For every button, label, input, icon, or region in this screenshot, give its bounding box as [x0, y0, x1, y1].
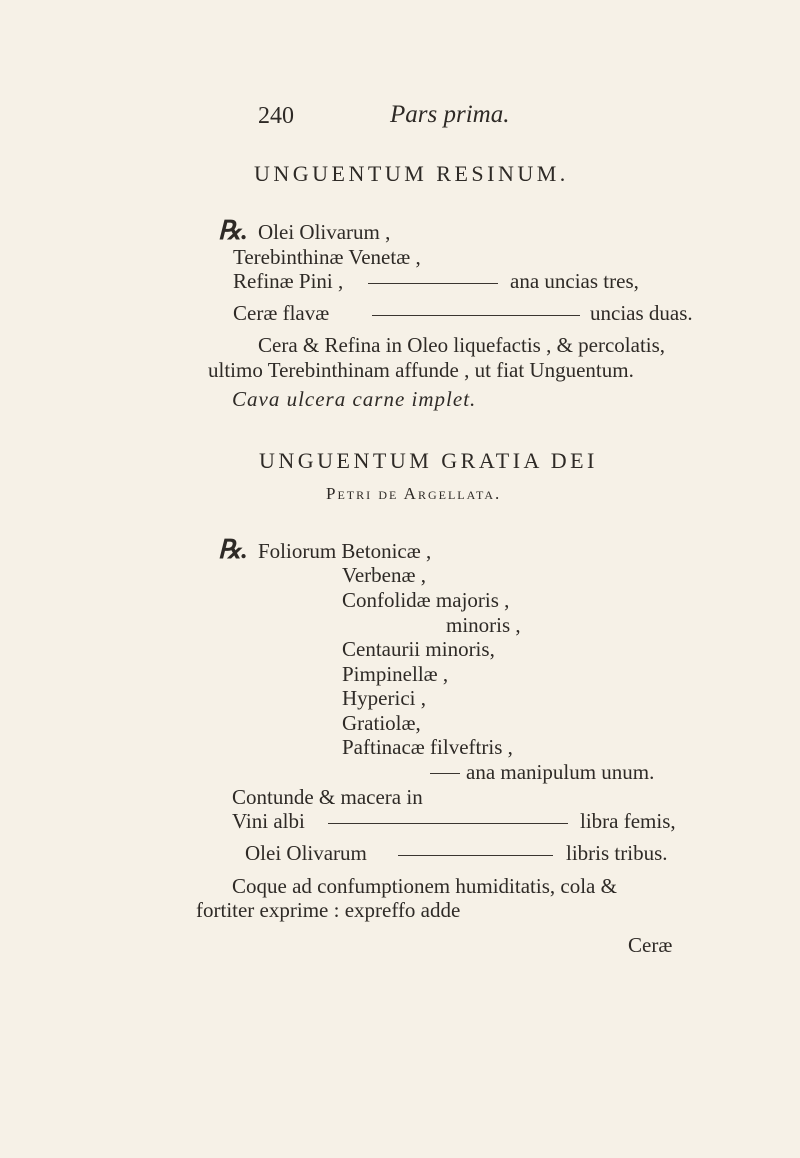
herb-consolidae: Confolidæ majoris , [342, 588, 510, 612]
recipe1-dash-1 [368, 283, 498, 284]
herb-verbenae: Verbenæ , [342, 563, 426, 587]
recipe1-method-2: ultimo Terebinthinam affunde , ut fiat Unguentum. [208, 358, 634, 382]
recipe2-dash-3 [398, 855, 553, 856]
recipe2-title: UNGUENTUM GRATIA DEI [259, 448, 598, 473]
recipe2-dash-1 [430, 773, 460, 774]
herb-pimpinellae: Pimpinellæ , [342, 662, 449, 686]
recipe1-title: UNGUENTUM RESINUM. [254, 161, 569, 186]
recipe1-line-3: Refinæ Pini , [233, 269, 344, 293]
recipe1-method-1: Cera & Refina in Oleo liquefactis , & percolatis, [258, 333, 666, 357]
catchword: Ceræ [628, 933, 673, 957]
recipe2-olei: Olei Olivarum [245, 841, 367, 865]
recipe1-qty-duas: uncias duas. [590, 301, 693, 325]
recipe2-coque-1: Coque ad confumptionem humiditatis, cola & [232, 874, 617, 898]
recipe1-line-1: Olei Olivarum , [258, 220, 391, 244]
recipe2-subtitle: Petri de Argellata. [326, 484, 502, 503]
running-title: Pars prima. [390, 101, 510, 128]
recipe2-qty-manipulum: ana manipulum unum. [466, 760, 655, 784]
recipe2-vini: Vini albi [232, 809, 305, 833]
herb-centaurii: Centaurii minoris, [342, 637, 495, 661]
recipe1-line-4: Ceræ flavæ [233, 301, 330, 325]
recipe2-dash-2 [328, 823, 568, 824]
herb-hyperici: Hyperici , [342, 686, 426, 710]
recipe1-line-2: Terebinthinæ Venetæ , [233, 245, 421, 269]
herb-pastinacae: Paftinacæ filveftris , [342, 735, 513, 759]
page-number: 240 [258, 103, 294, 129]
recipe2-qty-olei: libris tribus. [566, 841, 668, 865]
recipe2-qty-vini: libra femis, [580, 809, 676, 833]
recipe2-rx-symbol: ℞. [218, 535, 248, 564]
recipe1-rx-symbol: ℞. [218, 216, 248, 245]
recipe1-note: Cava ulcera carne implet. [232, 387, 477, 411]
recipe1-qty-ana: ana uncias tres, [510, 269, 639, 293]
herb-minoris: minoris , [446, 613, 521, 637]
recipe1-dash-2 [372, 315, 580, 316]
recipe2-contunde: Contunde & macera in [232, 785, 423, 809]
herb-gratiolae: Gratiolæ, [342, 711, 421, 735]
recipe2-coque-2: fortiter exprime : expreffo adde [196, 898, 461, 922]
herb-betonicae: Foliorum Betonicæ , [258, 539, 432, 563]
